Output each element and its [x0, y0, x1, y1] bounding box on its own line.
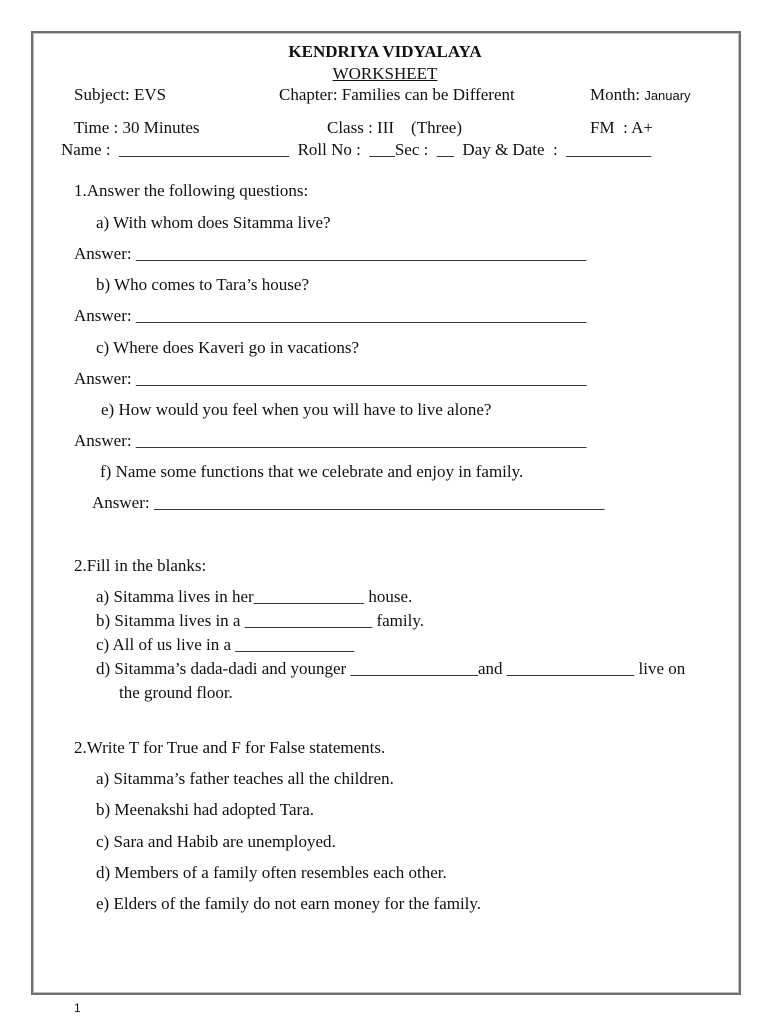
class-label: Class : III (Three) [327, 118, 463, 137]
answer-line-a: Answer: _____________________________________________________ [74, 244, 587, 263]
fill-blank-d-continued: the ground floor. [119, 683, 233, 702]
question-f: f) Name some functions that we celebrate and enjoy in family. [100, 462, 524, 481]
fill-blank-a: a) Sitamma lives in her_____________ house. [96, 587, 413, 606]
time-label: Time : 30 Minutes [74, 118, 200, 137]
page-number: 1 [74, 1001, 81, 1015]
month-field [590, 85, 691, 106]
full-marks-label: FM : A+ [590, 118, 653, 137]
question-c: c) Where does Kaveri go in vacations? [96, 338, 360, 357]
answer-line-c: Answer: _____________________________________________________ [74, 369, 587, 388]
answer-line-e: Answer: _____________________________________________________ [74, 431, 587, 450]
month-label: Month: [590, 85, 641, 104]
month-value: January [644, 88, 691, 103]
fill-blank-b: b) Sitamma lives in a _______________ family. [96, 611, 424, 630]
section-2-title: 2.Fill in the blanks: [74, 556, 207, 575]
true-false-d: d) Members of a family often resembles each other. [96, 863, 447, 882]
student-details-row: Name : ____________________ Roll No : ___Sec : __ Day & Date : __________ [61, 140, 652, 159]
section-3-title: 2.Write T for True and F for False statements. [74, 738, 386, 757]
true-false-c: c) Sara and Habib are unemployed. [96, 832, 336, 851]
true-false-a: a) Sitamma’s father teaches all the children. [96, 769, 394, 788]
chapter-label: Chapter: Families can be Different [279, 85, 515, 104]
question-a: a) With whom does Sitamma live? [96, 213, 331, 232]
answer-line-b: Answer: _____________________________________________________ [74, 306, 587, 325]
question-e: e) How would you feel when you will have to live alone? [101, 400, 492, 419]
subject-label: Subject: EVS [74, 85, 167, 104]
school-title: KENDRIYA VIDYALAYA [288, 42, 482, 61]
fill-blank-c: c) All of us live in a ______________ [96, 635, 355, 654]
section-1-title: 1.Answer the following questions: [74, 181, 309, 200]
fill-blank-d: d) Sitamma’s dada-dadi and younger _______________and _______________ live on [96, 659, 686, 678]
worksheet-label: WORKSHEET [332, 64, 438, 83]
question-b: b) Who comes to Tara’s house? [96, 275, 309, 294]
answer-line-f: Answer: _____________________________________________________ [92, 493, 605, 512]
true-false-b: b) Meenakshi had adopted Tara. [96, 800, 315, 819]
true-false-e: e) Elders of the family do not earn money for the family. [96, 894, 482, 913]
